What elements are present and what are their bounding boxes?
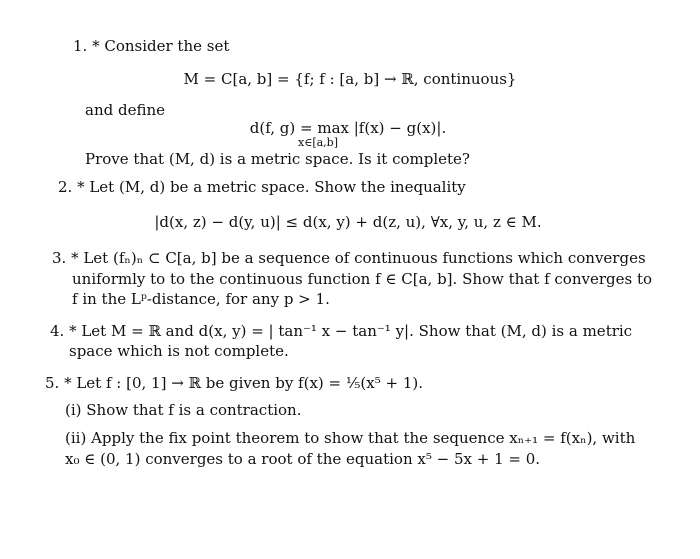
problem-1-metric-formula: d(f, g) = max |f(x) − g(x)|. (249, 119, 447, 137)
problem-3-line-2: uniformly to to the continuous function f ∈ C[a, b]. Show that f converges to (72, 270, 653, 288)
problem-5-part-i: (i) Show that f is a contraction. (65, 401, 302, 419)
problem-5-part-ii-line-2: x₀ ∈ (0, 1) converges to a root of the equation x⁵ − 5x + 1 = 0. (65, 450, 541, 468)
problem-4-line-1: 4. * Let M = ℝ and d(x, y) = | tan⁻¹ x − tan⁻¹ y|. Show that (M, d) is a metric (50, 322, 633, 340)
problem-2-heading: 2. * Let (M, d) be a metric space. Show the inequality (58, 178, 466, 196)
problem-1-set-formula: M = C[a, b] = {f; f : [a, b] → ℝ, continuous} (183, 70, 517, 88)
problem-1-metric-subscript: x∈[a,b] (297, 136, 339, 149)
problem-3-line-1: 3. * Let (fₙ)ₙ ⊂ C[a, b] be a sequence of continuous functions which converges (52, 249, 646, 267)
problem-2-inequality: |d(x, z) − d(y, u)| ≤ d(x, y) + d(z, u), ∀x, y, u, z ∈ M. (154, 213, 542, 231)
problem-5-heading: 5. * Let f : [0, 1] → ℝ be given by f(x) = ⅕(x⁵ + 1). (45, 374, 424, 392)
problem-1-prove-text: Prove that (M, d) is a metric space. Is it complete? (85, 150, 470, 168)
problem-1-define-text: and define (85, 101, 165, 119)
problem-1-heading: 1. * Consider the set (73, 37, 230, 55)
problem-5-part-ii-line-1: (ii) Apply the fix point theorem to show that the sequence xₙ₊₁ = f(xₙ), with (65, 429, 636, 447)
problem-3-line-3: f in the Lᵖ-distance, for any p > 1. (72, 290, 330, 308)
problem-4-line-2: space which is not complete. (69, 342, 289, 360)
